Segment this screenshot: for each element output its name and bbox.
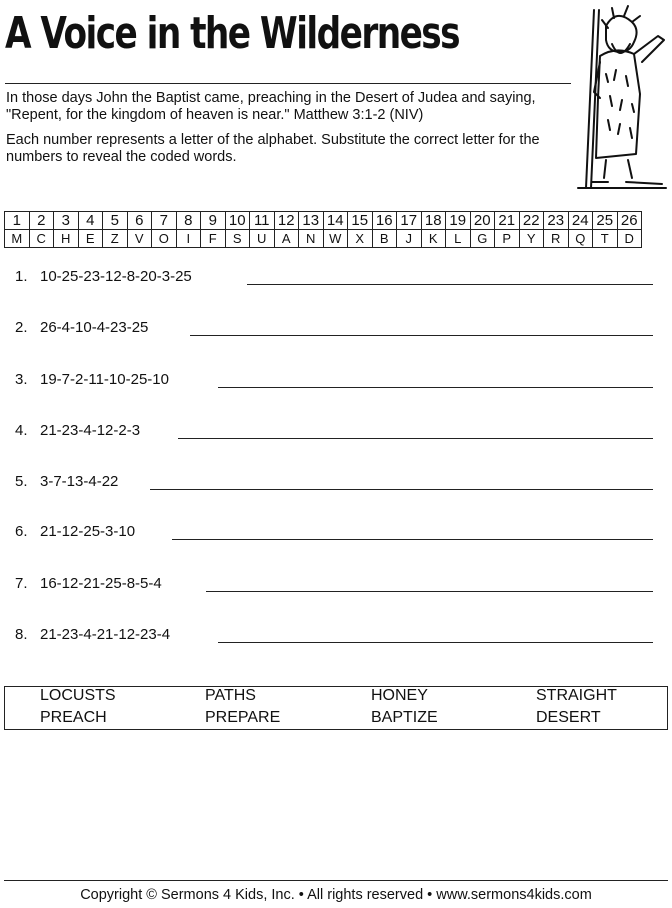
page-title: A Voice in the Wilderness xyxy=(5,8,460,59)
cipher-number-cell: 10 xyxy=(225,212,250,230)
cipher-letter-cell: R xyxy=(544,230,569,248)
cipher-number-cell: 8 xyxy=(176,212,201,230)
cipher-number-cell: 23 xyxy=(544,212,569,230)
cipher-number-cell: 16 xyxy=(372,212,397,230)
coded-word: 21-23-4-21-12-23-4 xyxy=(40,626,171,643)
question-number: 8. xyxy=(15,626,28,643)
cipher-letter-cell: J xyxy=(397,230,422,248)
cipher-letter-cell: O xyxy=(152,230,177,248)
cipher-number-cell: 17 xyxy=(397,212,422,230)
cipher-number-cell: 12 xyxy=(274,212,299,230)
cipher-letter-cell: C xyxy=(29,230,54,248)
intro-text xyxy=(6,90,566,174)
cipher-number-cell: 7 xyxy=(152,212,177,230)
cipher-number-row xyxy=(5,212,642,230)
cipher-letter-cell: A xyxy=(274,230,299,248)
cipher-number-cell: 13 xyxy=(299,212,324,230)
answer-line[interactable] xyxy=(218,387,653,388)
instructions-text: Each number represents a letter of the alphabet. Substitute the correct letter for the numbers to reveal the coded words. xyxy=(6,132,540,165)
cipher-letter-cell: Q xyxy=(568,230,593,248)
question-number: 4. xyxy=(15,422,28,439)
copyright-footer: Copyright © Sermons 4 Kids, Inc. • All rights reserved • www.sermons4kids.com xyxy=(80,887,592,903)
cipher-letter-cell: Z xyxy=(103,230,128,248)
cipher-number-cell: 18 xyxy=(421,212,446,230)
coded-word: 21-12-25-3-10 xyxy=(40,523,136,540)
cipher-letter-row xyxy=(5,230,642,248)
cipher-number-cell: 25 xyxy=(593,212,618,230)
cipher-letter-cell: W xyxy=(323,230,348,248)
cipher-number-cell: 5 xyxy=(103,212,128,230)
cipher-number-cell: 26 xyxy=(617,212,642,230)
question-number: 6. xyxy=(15,523,28,540)
title-divider xyxy=(5,83,571,84)
cipher-letter-cell: S xyxy=(225,230,250,248)
cipher-number-cell: 1 xyxy=(5,212,30,230)
coded-word: 26-4-10-4-23-25 xyxy=(40,319,149,336)
cipher-letter-cell: B xyxy=(372,230,397,248)
cipher-letter-cell: T xyxy=(593,230,618,248)
coded-word: 10-25-23-12-8-20-3-25 xyxy=(40,268,192,285)
question-number: 2. xyxy=(15,319,28,336)
cipher-letter-cell: M xyxy=(5,230,30,248)
cipher-letter-cell: X xyxy=(348,230,373,248)
cipher-number-cell: 24 xyxy=(568,212,593,230)
word-bank-item: PREPARE xyxy=(205,709,281,726)
cipher-letter-cell: V xyxy=(127,230,152,248)
cipher-number-cell: 2 xyxy=(29,212,54,230)
footer-divider xyxy=(4,880,668,881)
word-bank-item: LOCUSTS xyxy=(40,687,116,704)
question-number: 7. xyxy=(15,575,28,592)
cipher-letter-cell: L xyxy=(446,230,471,248)
question-number: 1. xyxy=(15,268,28,285)
cipher-number-cell: 6 xyxy=(127,212,152,230)
question-row xyxy=(15,626,653,643)
question-number: 3. xyxy=(15,371,28,388)
answer-line[interactable] xyxy=(206,591,653,592)
cipher-letter-cell: D xyxy=(617,230,642,248)
cipher-number-cell: 19 xyxy=(446,212,471,230)
cipher-letter-cell: P xyxy=(495,230,520,248)
cipher-letter-cell: Y xyxy=(519,230,544,248)
question-number: 5. xyxy=(15,473,28,490)
coded-word: 19-7-2-11-10-25-10 xyxy=(40,371,169,388)
cipher-number-cell: 22 xyxy=(519,212,544,230)
cipher-letter-cell: N xyxy=(299,230,324,248)
cipher-number-cell: 21 xyxy=(495,212,520,230)
cipher-letter-cell: U xyxy=(250,230,275,248)
answer-line[interactable] xyxy=(178,438,653,439)
question-row xyxy=(15,523,653,540)
answer-line[interactable] xyxy=(190,335,653,336)
john-the-baptist-illustration-icon xyxy=(572,4,668,192)
word-bank-item: DESERT xyxy=(536,709,601,726)
cipher-number-cell: 14 xyxy=(323,212,348,230)
cipher-number-cell: 9 xyxy=(201,212,226,230)
word-bank-item: PREACH xyxy=(40,709,107,726)
question-row xyxy=(15,371,653,388)
coded-word: 16-12-21-25-8-5-4 xyxy=(40,575,162,592)
cipher-key-table xyxy=(4,211,642,248)
cipher-letter-cell: E xyxy=(78,230,103,248)
question-row xyxy=(15,473,653,490)
answer-line[interactable] xyxy=(247,284,653,285)
answer-line[interactable] xyxy=(218,642,653,643)
coded-word: 3-7-13-4-22 xyxy=(40,473,119,490)
cipher-number-cell: 4 xyxy=(78,212,103,230)
word-bank-item: PATHS xyxy=(205,687,256,704)
word-bank-item: HONEY xyxy=(371,687,428,704)
cipher-number-cell: 20 xyxy=(470,212,495,230)
question-row xyxy=(15,422,653,439)
word-bank-item: STRAIGHT xyxy=(536,687,617,704)
cipher-number-cell: 15 xyxy=(348,212,373,230)
answer-line[interactable] xyxy=(172,539,653,540)
answer-line[interactable] xyxy=(150,489,653,490)
question-row xyxy=(15,319,653,336)
question-row xyxy=(15,268,653,285)
verse-text: In those days John the Baptist came, preaching in the Desert of Judea and saying, "Repent, for the kingdom of heaven is near." Matthew 3:1-2 (NIV) xyxy=(6,90,536,123)
question-row xyxy=(15,575,653,592)
cipher-letter-cell: I xyxy=(176,230,201,248)
word-bank xyxy=(4,686,668,730)
cipher-letter-cell: G xyxy=(470,230,495,248)
cipher-number-cell: 3 xyxy=(54,212,79,230)
cipher-letter-cell: K xyxy=(421,230,446,248)
cipher-letter-cell: F xyxy=(201,230,226,248)
coded-word: 21-23-4-12-2-3 xyxy=(40,422,141,439)
word-bank-item: BAPTIZE xyxy=(371,709,438,726)
cipher-number-cell: 11 xyxy=(250,212,275,230)
cipher-letter-cell: H xyxy=(54,230,79,248)
